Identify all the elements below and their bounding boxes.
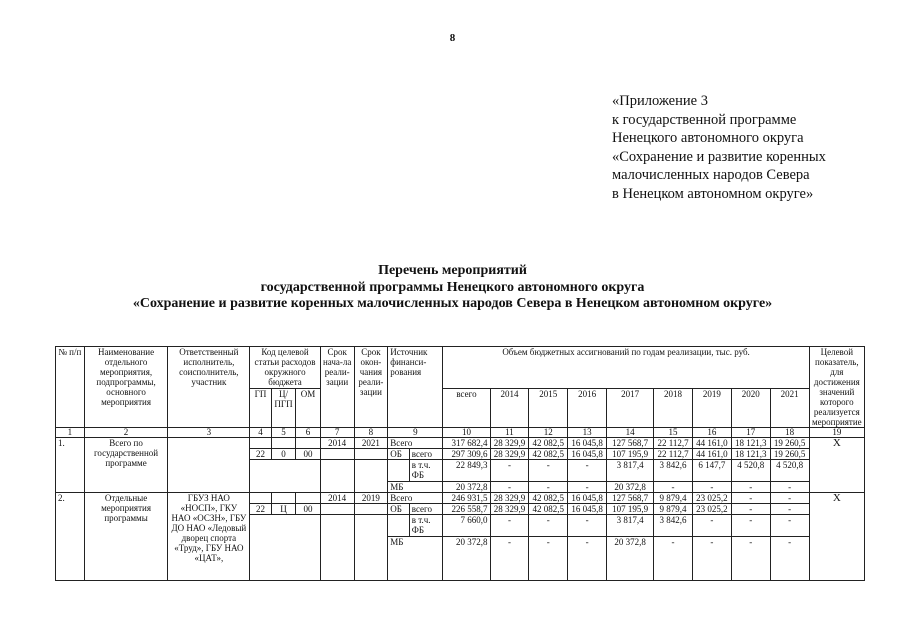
header-name: Наименование отдельного мероприятия, подпрограммы, основного мероприятия	[84, 347, 168, 428]
page-number: 8	[449, 32, 456, 44]
code-cpgp: Ц	[271, 504, 296, 515]
value-cell: -	[731, 537, 770, 581]
col-number: 12	[529, 428, 568, 438]
header-year: 2016	[568, 389, 607, 428]
value-cell: 107 195,9	[607, 504, 654, 515]
header-source: Источник финанси-рования	[388, 347, 443, 428]
value-cell: 22 112,7	[654, 449, 693, 460]
col-number: 15	[654, 428, 693, 438]
col-number: 19	[809, 428, 864, 438]
start-year: 2014	[320, 438, 354, 449]
measure-name: Отдельные мероприятия программы	[84, 493, 168, 581]
source-label: Всего	[388, 493, 443, 504]
header-responsible: Ответственный исполнитель, соисполнитель, участник	[168, 347, 250, 428]
value-cell: 28 329,9	[490, 438, 529, 449]
appendix-line: «Приложение 3	[612, 93, 708, 109]
title-line-2: государственной программы Ненецкого автономного округа	[260, 279, 645, 295]
header-year: 2020	[731, 389, 770, 428]
value-cell: -	[568, 460, 607, 482]
value-cell: 19 260,5	[770, 449, 809, 460]
header-year: 2018	[654, 389, 693, 428]
source-label: МБ	[388, 482, 443, 493]
value-cell: 20 372,8	[607, 537, 654, 581]
code-om: 00	[296, 449, 321, 460]
value-cell: 16 045,8	[568, 493, 607, 504]
col-number: 7	[320, 428, 354, 438]
value-cell: 20 372,8	[607, 482, 654, 493]
col-number: 13	[568, 428, 607, 438]
value-cell: -	[770, 504, 809, 515]
value-cell: -	[731, 482, 770, 493]
appendix-line: Ненецкого автономного округа	[612, 130, 804, 146]
col-number: 16	[692, 428, 731, 438]
code-gp: 22	[250, 504, 271, 515]
value-cell: 4 520,8	[731, 460, 770, 482]
value-cell: 246 931,5	[443, 493, 490, 504]
end-year: 2019	[354, 493, 388, 504]
header-end: Срок окон-чания реали-зации	[354, 347, 388, 428]
value-cell: 44 161,0	[692, 438, 731, 449]
col-number: 9	[388, 428, 443, 438]
document-title	[0, 263, 905, 313]
col-number: 6	[296, 428, 321, 438]
value-cell: 22 849,3	[443, 460, 490, 482]
value-cell: 20 372,8	[443, 482, 490, 493]
code-gp: 22	[250, 449, 271, 460]
appendix-note	[612, 92, 826, 203]
code-cpgp: 0	[271, 449, 296, 460]
header-code: Код целевой статьи расходов окружного бюджета	[250, 347, 321, 389]
table-row	[56, 438, 865, 449]
value-cell: 107 195,9	[607, 449, 654, 460]
value-cell: -	[568, 537, 607, 581]
value-cell: 19 260,5	[770, 438, 809, 449]
value-cell: 42 082,5	[529, 504, 568, 515]
col-number: 5	[271, 428, 296, 438]
col-number: 17	[731, 428, 770, 438]
value-cell: 3 817,4	[607, 515, 654, 537]
value-cell: 28 329,9	[490, 493, 529, 504]
header-year: 2014	[490, 389, 529, 428]
value-cell: 16 045,8	[568, 504, 607, 515]
header-volume: Объем бюджетных ассигнований по годам реализации, тыс. руб.	[443, 347, 809, 389]
value-cell: -	[731, 493, 770, 504]
value-cell: 127 568,7	[607, 493, 654, 504]
value-cell: -	[731, 504, 770, 515]
value-cell: 42 082,5	[529, 438, 568, 449]
header-year: 2017	[607, 389, 654, 428]
header-gp: ГП	[250, 389, 271, 428]
value-cell: 6 147,7	[692, 460, 731, 482]
target-indicator: Х	[809, 493, 864, 581]
value-cell: -	[692, 537, 731, 581]
row-number: 1.	[56, 438, 85, 493]
value-cell: 18 121,3	[731, 438, 770, 449]
source-sub: всего	[409, 449, 443, 460]
row-number: 2.	[56, 493, 85, 581]
appendix-line: малочисленных народов Севера	[612, 167, 810, 183]
start-year: 2014	[320, 493, 354, 504]
header-number: № п/п	[56, 347, 85, 428]
value-cell: 28 329,9	[490, 449, 529, 460]
source-label: МБ	[388, 537, 443, 581]
value-cell: -	[770, 515, 809, 537]
value-cell: -	[770, 493, 809, 504]
source-label: Всего	[388, 438, 443, 449]
col-number: 4	[250, 428, 271, 438]
col-number: 10	[443, 428, 490, 438]
title-line-1: Перечень мероприятий	[378, 263, 527, 278]
value-cell: -	[568, 482, 607, 493]
end-year: 2021	[354, 438, 388, 449]
header-start: Срок нача-ла реали-зации	[320, 347, 354, 428]
value-cell: 22 112,7	[654, 438, 693, 449]
value-cell: -	[770, 537, 809, 581]
col-number: 11	[490, 428, 529, 438]
col-number: 18	[770, 428, 809, 438]
value-cell: 9 879,4	[654, 504, 693, 515]
source-sub: в т.ч. ФБ	[409, 515, 443, 537]
source-sub: всего	[409, 504, 443, 515]
value-cell: 44 161,0	[692, 449, 731, 460]
value-cell: 16 045,8	[568, 449, 607, 460]
responsible	[168, 438, 250, 493]
value-cell: -	[490, 460, 529, 482]
source-label: ОБ	[388, 449, 409, 460]
header-om: ОМ	[296, 389, 321, 428]
value-cell: 297 309,6	[443, 449, 490, 460]
header-target: Целевой показатель, для достижения значений которого реализуется мероприятие	[809, 347, 864, 428]
appendix-line: к государственной программе	[612, 111, 797, 128]
header-year: 2015	[529, 389, 568, 428]
value-cell: 28 329,9	[490, 504, 529, 515]
value-cell: 42 082,5	[529, 449, 568, 460]
value-cell: -	[529, 460, 568, 482]
value-cell: 18 121,3	[731, 449, 770, 460]
value-cell: -	[529, 482, 568, 493]
value-cell: -	[731, 515, 770, 537]
value-cell: 23 025,2	[692, 493, 731, 504]
value-cell: 23 025,2	[692, 504, 731, 515]
value-cell: 4 520,8	[770, 460, 809, 482]
value-cell: -	[770, 482, 809, 493]
col-number: 8	[354, 428, 388, 438]
appendix-line: «Сохранение и развитие коренных	[612, 148, 826, 165]
value-cell: -	[529, 537, 568, 581]
value-cell: -	[490, 537, 529, 581]
source-sub: в т.ч. ФБ	[409, 460, 443, 482]
value-cell: 9 879,4	[654, 493, 693, 504]
header-total: всего	[443, 389, 490, 428]
value-cell: 3 842,6	[654, 460, 693, 482]
value-cell: -	[692, 482, 731, 493]
source-label: ОБ	[388, 504, 409, 515]
responsible: ГБУЗ НАО «НОСП», ГКУ НАО «ОСЗН», ГБУ ДО НАО «Ледовый дворец спорта «Труд», ГБУ НАО «ЦАТ»,	[168, 493, 250, 581]
col-number: 3	[168, 428, 250, 438]
value-cell: -	[654, 482, 693, 493]
value-cell: -	[490, 515, 529, 537]
title-line-3: «Сохранение и развитие коренных малочисленных народов Севера в Ненецком автономном округе»	[132, 296, 773, 311]
col-number: 14	[607, 428, 654, 438]
appendix-line: в Ненецком автономном округе»	[612, 185, 814, 202]
header-year: 2019	[692, 389, 731, 428]
value-cell: -	[490, 482, 529, 493]
value-cell: -	[529, 515, 568, 537]
value-cell: 42 082,5	[529, 493, 568, 504]
header-year: 2021	[770, 389, 809, 428]
measure-name: Всего по государственной программе	[84, 438, 168, 493]
value-cell: 20 372,8	[443, 537, 490, 581]
value-cell: 127 568,7	[607, 438, 654, 449]
target-indicator: Х	[809, 438, 864, 493]
measures-table	[55, 346, 865, 581]
col-number: 2	[84, 428, 168, 438]
value-cell: -	[692, 515, 731, 537]
header-cpgp: Ц/ПГП	[271, 389, 296, 428]
col-number: 1	[56, 428, 85, 438]
value-cell: 16 045,8	[568, 438, 607, 449]
value-cell: 3 817,4	[607, 460, 654, 482]
table-row	[56, 493, 865, 504]
value-cell: -	[654, 537, 693, 581]
value-cell: 226 558,7	[443, 504, 490, 515]
code-om: 00	[296, 504, 321, 515]
value-cell: 3 842,6	[654, 515, 693, 537]
value-cell: 7 660,0	[443, 515, 490, 537]
value-cell: -	[568, 515, 607, 537]
value-cell: 317 682,4	[443, 438, 490, 449]
